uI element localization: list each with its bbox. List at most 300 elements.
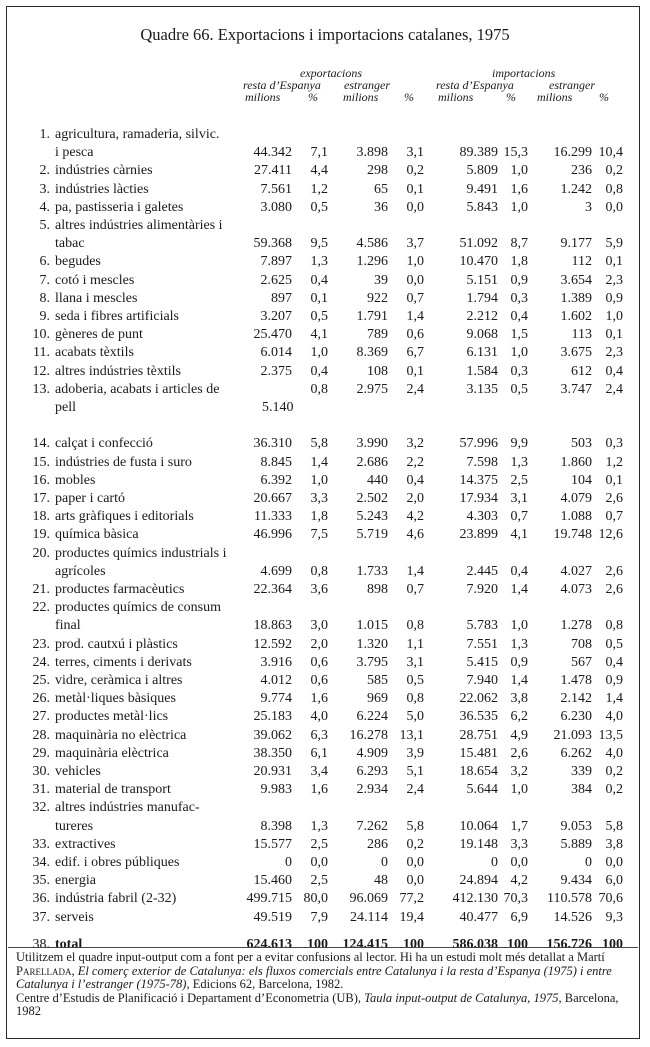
table-cell: 1,8: [510, 254, 528, 270]
table-row: [0, 308, 650, 326]
row-number: 20.: [32, 545, 50, 561]
table-cell: 12.592: [253, 636, 292, 652]
table-cell: 5,0: [406, 709, 424, 725]
row-label: productes químics de consum: [55, 600, 222, 616]
row-label: edif. i obres públiques: [55, 855, 180, 870]
table-cell: 9.177: [560, 236, 592, 252]
table-cell: 15.481: [459, 745, 498, 761]
table-cell: 156.726: [546, 936, 592, 952]
table-row: [0, 290, 650, 308]
row-number: 19.: [32, 527, 50, 543]
table-cell: 1,6: [510, 181, 528, 197]
table-cell: 612: [571, 363, 592, 379]
table-cell: 0,9: [605, 673, 623, 688]
table-cell: 1,3: [310, 254, 328, 270]
table-row: [0, 654, 650, 672]
table-cell: 9.053: [560, 818, 592, 834]
table-cell: 0,3: [510, 363, 528, 379]
row-number: 10.: [32, 327, 50, 343]
table-cell: 0,7: [605, 509, 623, 525]
table-cell: 0,5: [510, 381, 528, 397]
table-cell: 2.502: [356, 491, 388, 506]
table-cell: 0,4: [605, 363, 623, 379]
row-number: 37.: [32, 909, 50, 925]
table-cell: 4,4: [310, 163, 328, 179]
table-cell: 18.863: [253, 618, 292, 634]
table-cell: 0,2: [605, 163, 623, 179]
table-cell: 19.748: [553, 527, 592, 543]
row-label: agricultura, ramaderia, silvic.: [55, 127, 220, 142]
table-cell: 1,0: [510, 199, 528, 215]
table-cell: 3,2: [510, 764, 528, 779]
table-cell: 4.303: [466, 509, 498, 525]
table-row: [0, 708, 650, 726]
table-cell: 15.577: [253, 836, 292, 852]
table-row: [0, 545, 650, 563]
table-cell: 4,1: [310, 327, 328, 343]
table-cell: 10.064: [459, 818, 498, 834]
table-cell: 7,5: [310, 527, 328, 543]
table-cell: 6,0: [605, 873, 623, 889]
table-cell: 1,3: [510, 454, 528, 470]
table-cell: 5.889: [560, 836, 592, 852]
row-number: 1.: [39, 127, 50, 142]
row-label: productes metàl·lics: [55, 709, 169, 725]
table-cell: 49.519: [253, 909, 292, 925]
table-cell: 1.602: [560, 309, 592, 324]
table-cell: 9.983: [260, 782, 292, 798]
table-cell: 5.783: [466, 618, 498, 634]
table-cell: 6,3: [310, 727, 328, 743]
table-cell: 1,6: [310, 691, 328, 707]
row-number: 17.: [32, 491, 50, 506]
table-cell: 113: [571, 327, 592, 343]
table-cell: 9.068: [466, 327, 498, 343]
table-cell: 21.093: [553, 727, 592, 743]
header-milions-4: milions: [537, 90, 573, 104]
table-cell: 0,4: [310, 363, 328, 379]
table-cell: 10.470: [459, 254, 498, 270]
table-cell: 5,9: [605, 236, 623, 252]
table-cell: 24.894: [459, 873, 498, 889]
table-cell: 3,6: [310, 582, 328, 597]
table-cell: 70,6: [598, 891, 623, 907]
table-cell: 5.243: [356, 509, 388, 525]
header-exports: exportacions: [300, 66, 362, 80]
table-cell: 40.477: [459, 909, 498, 925]
row-number: 28.: [32, 727, 50, 743]
row-label: terres, ciments i derivats: [55, 654, 192, 670]
table-cell: 4,2: [510, 873, 528, 889]
table-row: [0, 854, 650, 872]
table-cell: 3.135: [466, 381, 498, 397]
table-cell: 5,8: [605, 818, 623, 834]
row-number: 15.: [32, 454, 50, 470]
row-number: 30.: [32, 764, 50, 779]
table-cell: 2,6: [605, 491, 623, 506]
table-cell: 0,2: [406, 836, 424, 852]
table-cell: 7.897: [260, 254, 292, 270]
table-cell: 4,0: [605, 709, 623, 725]
row-number: 12.: [32, 363, 50, 379]
table-cell: 9,3: [605, 909, 623, 925]
table-cell: 7.262: [356, 818, 388, 834]
row-number: 5.: [39, 218, 50, 233]
table-cell: 8.369: [356, 345, 388, 361]
table-cell: 2,6: [605, 582, 623, 597]
table-cell: 1.733: [356, 563, 388, 579]
table-cell: 3,8: [605, 836, 623, 852]
row-label: indústries làcties: [55, 181, 149, 197]
table-cell: 0,6: [406, 327, 424, 343]
row-number: 8.: [39, 290, 50, 306]
table-cell: 1,3: [310, 818, 328, 834]
table-cell: 38.350: [253, 745, 292, 761]
table-cell: 298: [367, 163, 388, 179]
header-exports-estranger: estranger: [344, 78, 390, 92]
table-cell: 1,0: [605, 309, 623, 324]
table-cell: 46.996: [253, 527, 292, 543]
row-label: agrícoles: [55, 563, 106, 579]
table-cell: 789: [367, 327, 388, 343]
table-cell: 1,0: [406, 254, 424, 270]
row-label: vidre, ceràmica i altres: [55, 673, 183, 688]
table-cell: 0,0: [406, 272, 424, 288]
row-label: acabats tèxtils: [55, 345, 134, 361]
table-cell: 28.751: [459, 727, 498, 743]
table-cell: 51.092: [459, 236, 498, 252]
table-cell: 5.415: [466, 654, 498, 670]
table-cell: 1.278: [560, 618, 592, 634]
table-row: [0, 235, 650, 253]
table-cell: 3.898: [356, 145, 388, 161]
row-number: 4.: [39, 199, 50, 215]
table-cell: 36: [374, 199, 388, 215]
table-row: [0, 836, 650, 854]
table-cell: 0,3: [605, 436, 623, 452]
row-label: productes farmacèutics: [55, 582, 185, 597]
row-label: energia: [55, 873, 96, 889]
row-label: altres indústries manufac-: [55, 800, 200, 816]
table-cell: 1.584: [466, 363, 498, 379]
row-label: mobles: [55, 472, 96, 488]
table-row: [0, 144, 650, 162]
header-milions-3: milions: [438, 90, 474, 104]
table-cell: 2.445: [466, 563, 498, 579]
table-row: [0, 344, 650, 362]
table-cell: 2,4: [605, 381, 623, 397]
table-cell: 5.843: [466, 199, 498, 215]
table-cell: 0,8: [605, 618, 623, 634]
table-cell: 2,5: [310, 836, 328, 852]
table-cell: 70,3: [503, 891, 528, 907]
row-label: tureres: [55, 818, 94, 834]
table-cell: 0,9: [605, 290, 623, 306]
table-cell: 0,1: [605, 254, 623, 270]
table-cell: 2,6: [605, 563, 623, 579]
table-cell: 4.012: [260, 673, 292, 688]
table-cell: 0,8: [406, 618, 424, 634]
table-cell: 6,1: [310, 745, 328, 761]
table-row: [0, 818, 650, 836]
table-cell: 5.809: [466, 163, 498, 179]
table-cell: 1,0: [310, 472, 328, 488]
row-label: tabac: [55, 236, 85, 252]
table-cell: 104: [571, 472, 592, 488]
row-number: 7.: [39, 272, 50, 288]
table-row: [0, 435, 650, 453]
table-cell: 0,1: [605, 472, 623, 488]
table-cell: 3,0: [310, 618, 328, 634]
table-cell: 2.142: [560, 691, 592, 707]
row-label: adoberia, acabats i articles de: [55, 381, 220, 397]
table-row: [0, 199, 650, 217]
table-row: [0, 381, 650, 399]
table-cell: 922: [367, 290, 388, 306]
table-cell: 0,2: [605, 782, 623, 798]
table-row: [0, 162, 650, 180]
table-cell: 36.310: [253, 436, 292, 452]
table-row: [0, 508, 650, 526]
table-cell: 1.015: [356, 618, 388, 634]
table-cell: 2,5: [510, 472, 528, 488]
table-cell: 0,4: [510, 563, 528, 579]
row-label: maquinària no elèctrica: [55, 727, 187, 743]
row-label: arts gràfiques i editorials: [55, 509, 194, 525]
table-cell: 5.719: [356, 527, 388, 543]
table-cell: 7.598: [466, 454, 498, 470]
row-number: 36.: [32, 891, 50, 907]
table-cell: 0,6: [310, 654, 328, 670]
table-cell: 23.899: [459, 527, 498, 543]
table-cell: 2,2: [406, 454, 424, 470]
header-milions-1: milions: [245, 90, 281, 104]
row-number: 29.: [32, 745, 50, 761]
row-label: metàl·liques bàsiques: [55, 691, 176, 707]
row-number: 23.: [32, 636, 50, 652]
table-cell: 1,4: [406, 309, 424, 324]
row-number: 2.: [39, 163, 50, 179]
table-cell: 4,0: [605, 745, 623, 761]
table-cell: 3,3: [510, 836, 528, 852]
table-cell: 0,0: [310, 855, 328, 870]
table-cell: 36.535: [459, 709, 498, 725]
table-cell: 2.212: [466, 309, 498, 324]
table-cell: 77,2: [399, 891, 424, 907]
table-cell: 1.478: [560, 673, 592, 688]
table-cell: 25.183: [253, 709, 292, 725]
table-cell: 1.791: [356, 309, 388, 324]
table-cell: 5.151: [466, 272, 498, 288]
table-cell: 3.207: [260, 309, 292, 324]
table-cell: 6.014: [260, 345, 292, 361]
table-cell: 6.131: [466, 345, 498, 361]
table-cell: 6,2: [510, 709, 528, 725]
table-cell: 39: [374, 272, 388, 288]
row-label: química bàsica: [55, 527, 139, 543]
table-cell: 13,5: [598, 727, 623, 743]
row-label: indústries càrnies: [55, 163, 153, 179]
table-cell: 3.990: [356, 436, 388, 452]
table-cell: 2,4: [406, 782, 424, 798]
table-cell: 503: [571, 436, 592, 452]
table-cell: 0: [381, 855, 388, 870]
row-number: 33.: [32, 836, 50, 852]
table-cell: 2,6: [510, 745, 528, 761]
table-cell: 3,3: [310, 491, 328, 506]
table-cell: 3,7: [406, 236, 424, 252]
table-cell: 7,9: [310, 909, 328, 925]
table-cell: 440: [367, 472, 388, 488]
table-cell: 0,1: [605, 327, 623, 343]
row-number: 6.: [39, 254, 50, 270]
table-cell: 2,3: [605, 272, 623, 288]
row-label: maquinària elèctrica: [55, 745, 169, 761]
table-cell: 4.027: [560, 563, 592, 579]
table-cell: 6.230: [560, 709, 592, 725]
table-cell: 3.747: [560, 381, 592, 397]
table-row: [0, 326, 650, 344]
table-cell: 6,9: [510, 909, 528, 925]
row-label: seda i fibres artificials: [55, 309, 180, 324]
table-cell: 969: [367, 691, 388, 707]
table-cell: 3: [585, 199, 592, 215]
table-cell: 0,2: [406, 163, 424, 179]
header-pct-3: %: [506, 90, 516, 104]
row-number: 26.: [32, 691, 50, 707]
table-cell: 3.654: [560, 272, 592, 288]
row-number: 13.: [32, 381, 50, 397]
table-row: [0, 563, 650, 581]
note-paragraph-1: Utilitzem el quadre input-output com a font per a evitar confusions al lector. Hi ha un estudi molt més detallat a Martí Parellada, El comerç exterior de Catalunya: els fluxos comercials entre Catalunya i la resta d’Espanya (1975) i entre Catalunya i l’estranger (1975-78), Edicions 62, Barcelona, 1982.: [16, 950, 612, 992]
table-row: [0, 672, 650, 690]
row-label: altres indústries tèxtils: [55, 363, 181, 379]
row-number: 27.: [32, 709, 50, 725]
table-cell: 7.551: [466, 636, 498, 652]
table-cell: 1,1: [406, 636, 424, 652]
table-cell: 8.398: [260, 818, 292, 834]
table-cell: 1,4: [406, 563, 424, 579]
table-cell: 0: [585, 855, 592, 870]
table-cell: 4.586: [356, 236, 388, 252]
table-cell: 708: [571, 636, 592, 652]
table-cell: 3,2: [406, 436, 424, 452]
table-cell: 4.699: [260, 563, 292, 579]
table-row: [0, 526, 650, 544]
table-cell: 499.715: [246, 891, 292, 907]
table-cell: 0: [491, 855, 498, 870]
header-imports-resta: resta d’Espanya: [436, 78, 514, 92]
table-cell: 0,5: [310, 309, 328, 324]
row-number: 18.: [32, 509, 50, 525]
table-cell: 1.088: [560, 509, 592, 525]
row-number: 31.: [32, 782, 50, 798]
row-number: 22.: [32, 600, 50, 616]
table-cell: 384: [571, 782, 592, 798]
notes-divider: [8, 947, 638, 948]
row-number: 3.: [39, 181, 50, 197]
row-label: indústries de fusta i suro: [55, 454, 192, 470]
table-row: [0, 781, 650, 799]
table-cell: 9.491: [466, 181, 498, 197]
table-cell: 100: [403, 936, 424, 952]
table-cell: 5.644: [466, 782, 498, 798]
table-cell: 57.996: [459, 436, 498, 452]
table-cell: 19.148: [459, 836, 498, 852]
table-cell: 1,0: [310, 345, 328, 361]
table-cell: 3.916: [260, 654, 292, 670]
table-cell: 9.434: [560, 873, 592, 889]
table-cell: 0: [285, 855, 292, 870]
table-cell: 0,4: [406, 472, 424, 488]
table-cell: 25.470: [253, 327, 292, 343]
table-cell: 7.940: [466, 673, 498, 688]
table-cell: 39.062: [253, 727, 292, 743]
row-number: 24.: [32, 654, 50, 670]
table-row: [0, 454, 650, 472]
table-cell: 0,5: [310, 199, 328, 215]
table-cell: 897: [271, 290, 292, 306]
table-cell: 1,0: [510, 782, 528, 798]
table-cell: 1.320: [356, 636, 388, 652]
table-cell: 1,3: [510, 636, 528, 652]
source-notes: [16, 951, 636, 1019]
table-row: [0, 363, 650, 381]
row-label: begudes: [55, 254, 101, 270]
table-cell: 0,8: [310, 563, 328, 579]
table-cell: 15,3: [503, 145, 528, 161]
table-row: [0, 399, 650, 417]
table-cell: 3.675: [560, 345, 592, 361]
table-cell: 4.079: [560, 491, 592, 506]
table-cell: 0,4: [310, 272, 328, 288]
table-cell: 1.242: [560, 181, 592, 197]
table-cell: 6.392: [260, 472, 292, 488]
table-cell: 3,1: [406, 145, 424, 161]
table-cell: 5.140: [262, 400, 294, 415]
table-cell: 1,8: [310, 509, 328, 525]
table-cell: 7.561: [260, 181, 292, 197]
table-cell: 3,4: [310, 764, 328, 779]
table-cell: 1.860: [560, 454, 592, 470]
table-cell: 0,0: [605, 199, 623, 215]
table-cell: 2.975: [356, 381, 388, 397]
table-cell: 1,0: [510, 163, 528, 179]
table-cell: 0,4: [605, 654, 623, 670]
row-label: total: [55, 936, 83, 952]
table-cell: 3,8: [510, 691, 528, 707]
table-cell: 585: [367, 673, 388, 688]
table-cell: 12,6: [598, 527, 623, 543]
table-row: [0, 217, 650, 235]
table-cell: 4,1: [510, 527, 528, 543]
table-cell: 3.080: [260, 199, 292, 215]
table-cell: 100: [602, 936, 623, 952]
table-cell: 80,0: [303, 891, 328, 907]
table-cell: 15.460: [253, 873, 292, 889]
row-label: final: [55, 618, 81, 634]
row-number: 9.: [39, 309, 50, 324]
table-cell: 19,4: [399, 909, 424, 925]
table-cell: 0,9: [510, 654, 528, 670]
table-row: [0, 763, 650, 781]
table-cell: 0,0: [406, 199, 424, 215]
table-cell: 89.389: [459, 145, 498, 161]
table-cell: 586.038: [452, 936, 498, 952]
table-row: [0, 581, 650, 599]
table-cell: 236: [571, 163, 592, 179]
header-pct-4: %: [599, 90, 609, 104]
